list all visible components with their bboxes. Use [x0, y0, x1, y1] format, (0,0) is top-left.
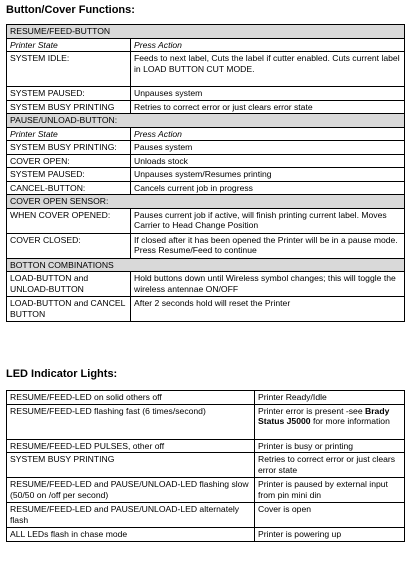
table-row — [7, 208, 405, 233]
section-header: BOTTON COMBINATIONS — [7, 258, 405, 272]
printer-state-header: Printer State — [7, 127, 131, 141]
printer-state-cell: LOAD-BUTTON and UNLOAD-BUTTON — [7, 272, 131, 297]
printer-state-cell: COVER OPEN: — [7, 154, 131, 168]
printer-state-cell: SYSTEM PAUSED: — [7, 168, 131, 182]
column-header-row — [7, 127, 405, 141]
led-state-cell: SYSTEM BUSY PRINTING — [7, 453, 255, 478]
printer-state-cell: WHEN COVER OPENED: — [7, 208, 131, 233]
led-meaning-cell: Printer Ready/Idle — [255, 391, 405, 405]
section-header-row — [7, 25, 405, 39]
press-action-cell: If closed after it has been opened the Printer will be in a pause mode. Press Resume/Feed to continue — [131, 233, 405, 258]
section-header-row — [7, 195, 405, 209]
led-meaning-cell: Printer is busy or printing — [255, 439, 405, 453]
table-row — [7, 154, 405, 168]
printer-state-header: Printer State — [7, 38, 131, 52]
table-row — [7, 404, 405, 439]
printer-state-cell: COVER CLOSED: — [7, 233, 131, 258]
printer-state-cell: LOAD-BUTTON and CANCEL BUTTON — [7, 297, 131, 322]
led-state-cell: RESUME/FEED-LED on solid others off — [7, 391, 255, 405]
press-action-cell: Feeds to next label, Cuts the label if cutter enabled. Cuts current label in LOAD BUTTON CUT MODE. — [131, 52, 405, 87]
press-action-cell: Pauses system — [131, 141, 405, 155]
led-meaning-cell: Cover is open — [255, 503, 405, 528]
press-action-header: Press Action — [131, 127, 405, 141]
printer-state-cell: SYSTEM PAUSED: — [7, 87, 131, 101]
led-state-cell: RESUME/FEED-LED and PAUSE/UNLOAD-LED alternately flash — [7, 503, 255, 528]
button-functions-table — [6, 24, 405, 322]
section-header-row — [7, 258, 405, 272]
press-action-cell: Unpauses system/Resumes printing — [131, 168, 405, 182]
printer-state-cell: SYSTEM IDLE: — [7, 52, 131, 87]
led-state-cell: RESUME/FEED-LED flashing fast (6 times/second) — [7, 404, 255, 439]
printer-state-cell: SYSTEM BUSY PRINTING — [7, 100, 131, 114]
printer-state-cell: CANCEL-BUTTON: — [7, 181, 131, 195]
press-action-cell: Retries to correct error or just clears error state — [131, 100, 405, 114]
table-row — [7, 528, 405, 542]
table-row — [7, 141, 405, 155]
led-state-cell: RESUME/FEED-LED PULSES, other off — [7, 439, 255, 453]
section-header: RESUME/FEED-BUTTON — [7, 25, 405, 39]
table-row — [7, 503, 405, 528]
table-row — [7, 168, 405, 182]
table-row — [7, 478, 405, 503]
section-header: PAUSE/UNLOAD-BUTTON: — [7, 114, 405, 128]
led-state-cell: ALL LEDs flash in chase mode — [7, 528, 255, 542]
section-header-row — [7, 114, 405, 128]
led-state-cell: RESUME/FEED-LED and PAUSE/UNLOAD-LED flashing slow (50/50 on /off per second) — [7, 478, 255, 503]
table-row — [7, 52, 405, 87]
table-row — [7, 439, 405, 453]
table-row — [7, 391, 405, 405]
section-header: COVER OPEN SENSOR: — [7, 195, 405, 209]
press-action-cell: After 2 seconds hold will reset the Printer — [131, 297, 405, 322]
press-action-cell: Cancels current job in progress — [131, 181, 405, 195]
press-action-cell: Unpauses system — [131, 87, 405, 101]
status-reference: Brady Status J5000 — [258, 405, 390, 426]
led-meaning-cell: Printer is powering up — [255, 528, 405, 542]
led-section-title: LED Indicator Lights: — [6, 368, 118, 380]
led-indicator-table — [6, 390, 405, 542]
table-row — [7, 272, 405, 297]
led-meaning-cell: Printer error is present -see Brady Status J5000 for more information — [255, 404, 405, 439]
table-row — [7, 100, 405, 114]
column-header-row — [7, 38, 405, 52]
button-section-title: Button/Cover Functions: — [6, 4, 135, 16]
printer-state-cell: SYSTEM BUSY PRINTING: — [7, 141, 131, 155]
press-action-cell: Hold buttons down until Wireless symbol changes; this will toggle the wireless antennae ON/OFF — [131, 272, 405, 297]
table-row — [7, 87, 405, 101]
table-row — [7, 453, 405, 478]
table-row — [7, 233, 405, 258]
press-action-header: Press Action — [131, 38, 405, 52]
led-meaning-cell: Retries to correct error or just clears error state — [255, 453, 405, 478]
led-meaning-cell: Printer is paused by external input from pin mini din — [255, 478, 405, 503]
table-row — [7, 181, 405, 195]
press-action-cell: Unloads stock — [131, 154, 405, 168]
table-row — [7, 297, 405, 322]
press-action-cell: Pauses current job if active, will finish printing current label. Moves Carrier to Head Change Position — [131, 208, 405, 233]
